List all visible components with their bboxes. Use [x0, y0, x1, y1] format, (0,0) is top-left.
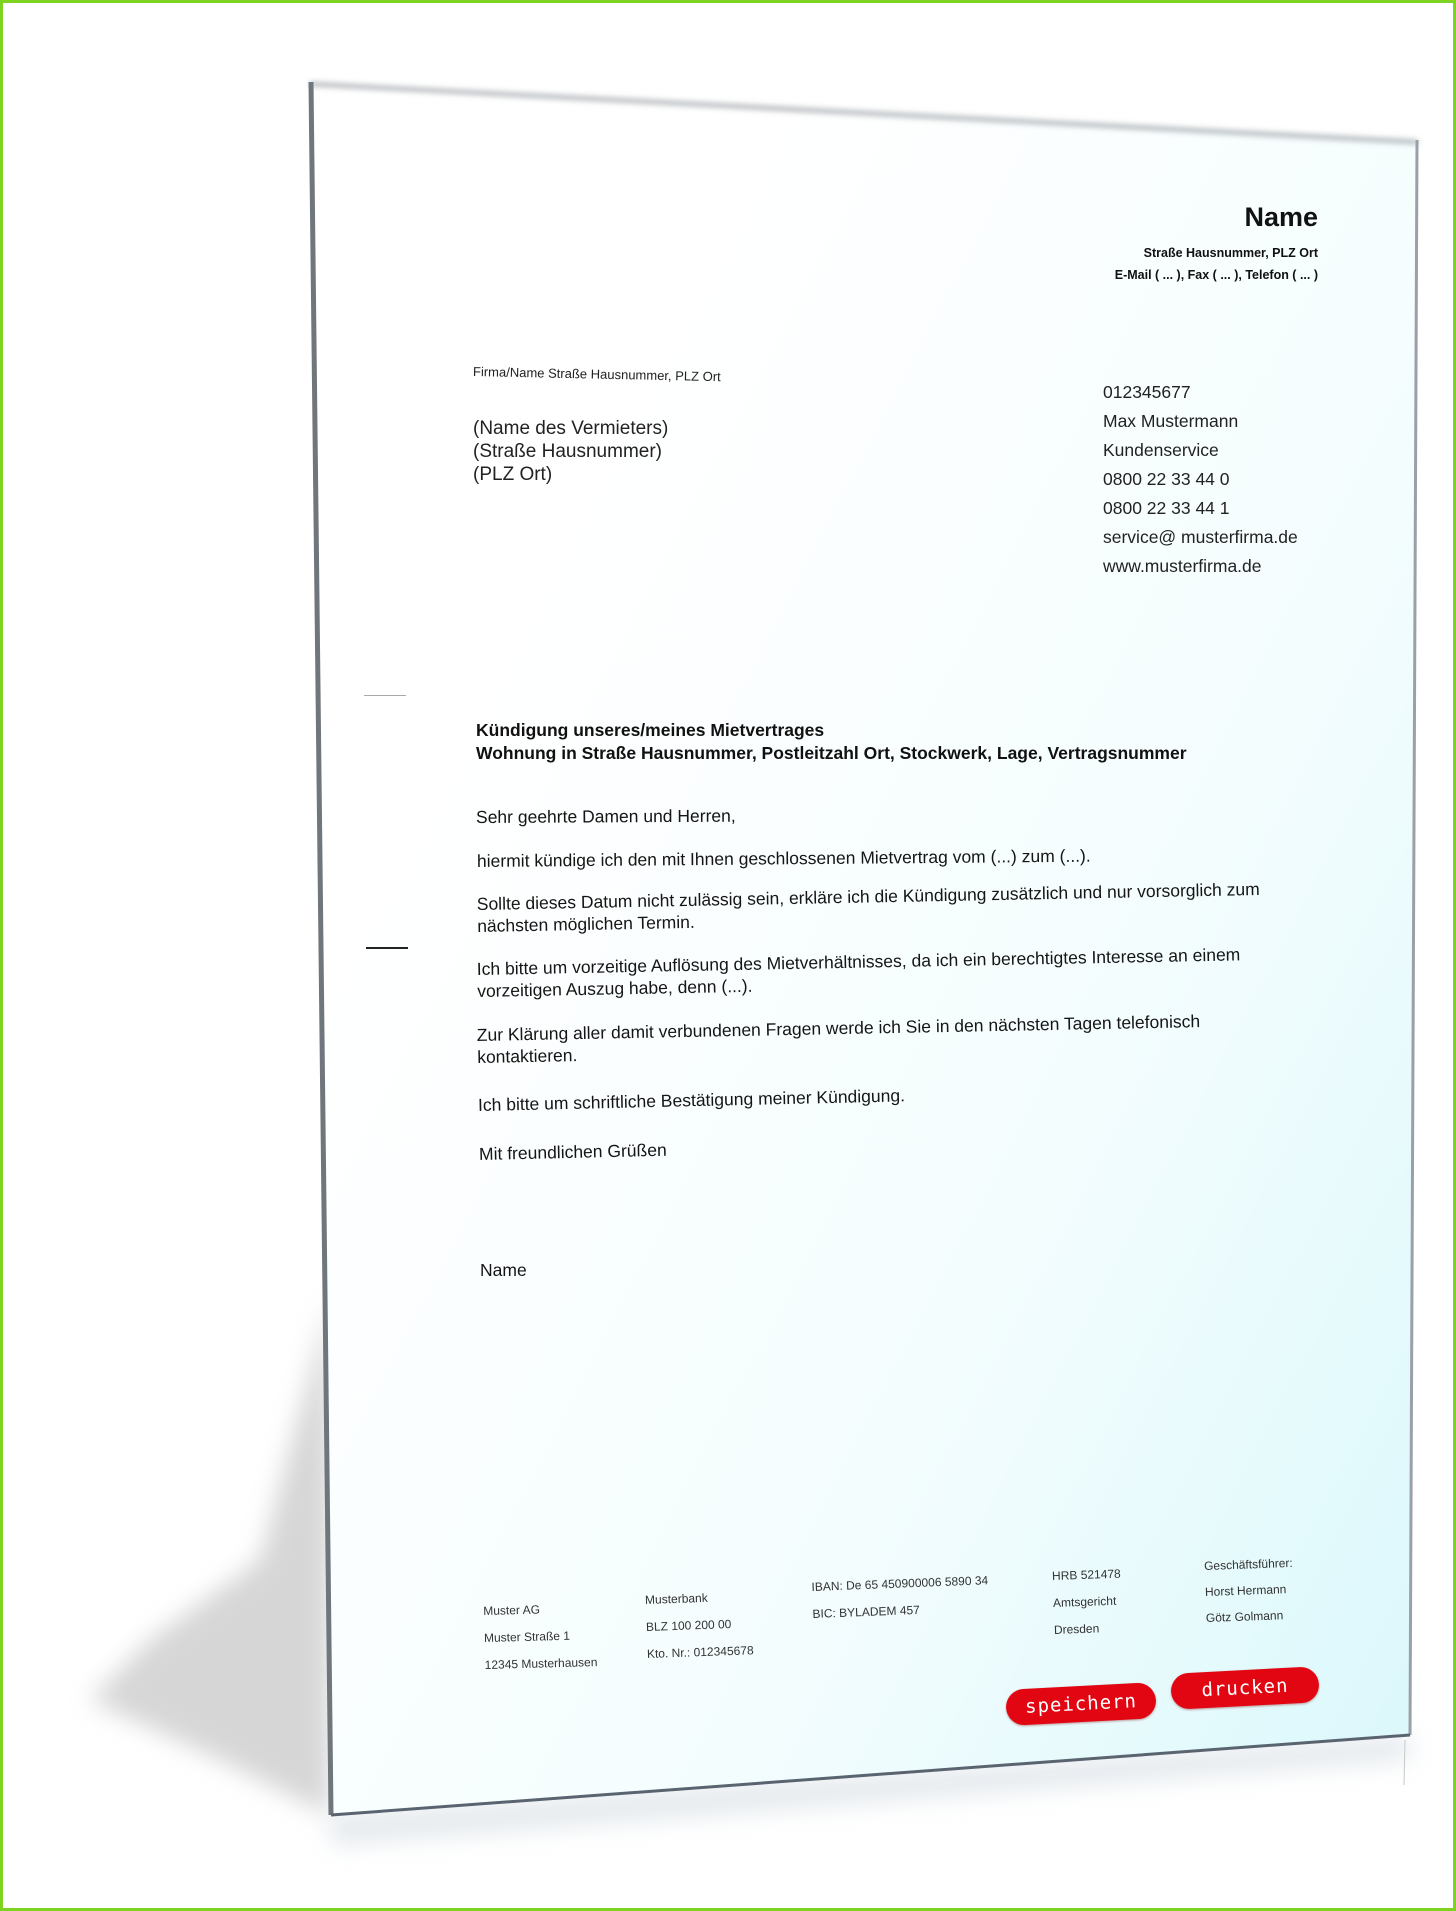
letterhead-name: Name: [1244, 202, 1318, 232]
footer-bic: BIC: BYLADEM 457: [812, 1602, 921, 1621]
footer-company: [483, 1595, 598, 1679]
footer-management: [1204, 1550, 1295, 1631]
footer-manager-2: Götz Golmann: [1205, 1608, 1284, 1625]
info-reference-number: 012345677: [1103, 382, 1191, 402]
recipient-name: (Name des Vermieters): [473, 418, 669, 439]
footer-manager-1: Horst Hermann: [1204, 1582, 1287, 1599]
footer-management-label: Geschäftsführer:: [1203, 1555, 1294, 1574]
footer-iban-block: [811, 1567, 990, 1628]
paragraph-3-line-1: Ich bitte um vorzeitige Auflösung des Mietverhältnisses, da ich ein berechtigtes Interesse an einem: [476, 944, 1241, 980]
footer-register: [1052, 1561, 1124, 1644]
fold-mark-top: [364, 695, 406, 696]
info-phone: 0800 22 33 44 0: [1103, 469, 1230, 489]
info-fax: 0800 22 33 44 1: [1103, 498, 1230, 518]
paragraph-5: Ich bitte um schriftliche Bestätigung meiner Kündigung.: [477, 1085, 906, 1115]
info-department: Kundenservice: [1103, 440, 1219, 460]
fold-mark-middle: [366, 947, 408, 949]
recipient-street: (Straße Hausnummer): [473, 441, 662, 462]
footer-bank-blz: BLZ 100 200 00: [645, 1617, 732, 1634]
subject-line-1: Kündigung unseres/meines Mietvertrages: [476, 720, 825, 740]
signature-name: Name: [480, 1260, 527, 1280]
letterhead-contact-line: E-Mail ( ... ), Fax ( ... ), Telefon ( ... ): [1114, 268, 1318, 282]
paragraph-1: hiermit kündige ich den mit Ihnen geschlossenen Mietvertrag vom (...) zum (...).: [476, 845, 1091, 871]
print-button[interactable]: drucken: [1170, 1666, 1320, 1710]
paragraph-4-line-1: Zur Klärung aller damit verbundenen Fragen werde ich Sie in den nächsten Tagen telefonisch: [476, 1011, 1201, 1046]
subject-line-2: Wohnung in Straße Hausnummer, Postleitzahl Ort, Stockwerk, Lage, Vertragsnummer: [476, 743, 1187, 763]
recipient-city: (PLZ Ort): [473, 464, 553, 485]
footer-hrb: HRB 521478: [1051, 1566, 1121, 1584]
info-email[interactable]: service@ musterfirma.de: [1103, 527, 1298, 547]
save-button[interactable]: speichern: [1005, 1682, 1157, 1726]
footer-bank-account: Kto. Nr.: 012345678: [646, 1643, 754, 1661]
closing: Mit freundlichen Grüßen: [478, 1139, 667, 1164]
info-website[interactable]: www.musterfirma.de: [1103, 556, 1262, 576]
footer-bank: [645, 1583, 755, 1668]
paragraph-2-line-1: Sollte dieses Datum nicht zulässig sein, erkläre ich die Kündigung zusätzlich und nur vorsorglich zum: [476, 878, 1260, 915]
footer-court: Amtsgericht: [1052, 1593, 1117, 1610]
footer-company-name: Muster AG: [483, 1602, 541, 1619]
return-address-line: Firma/Name Straße Hausnummer, PLZ Ort: [472, 364, 721, 385]
footer-company-street: Muster Straße 1: [483, 1628, 571, 1645]
paragraph-3-line-2: vorzeitigen Auszug habe, denn (...).: [477, 975, 753, 1001]
footer-bank-name: Musterbank: [644, 1590, 708, 1608]
footer-company-city: 12345 Musterhausen: [484, 1655, 598, 1672]
paragraph-2-line-2: nächsten möglichen Termin.: [477, 911, 695, 936]
salutation: Sehr geehrte Damen und Herren,: [475, 805, 736, 827]
footer-iban: IBAN: De 65 450900006 5890 34: [811, 1573, 989, 1595]
info-contact-person: Max Mustermann: [1103, 411, 1239, 431]
footer-court-city: Dresden: [1053, 1621, 1100, 1637]
letterhead-address: Straße Hausnummer, PLZ Ort: [1143, 246, 1318, 260]
paragraph-4-line-2: kontaktieren.: [477, 1045, 578, 1067]
recipient-block: [473, 417, 668, 486]
